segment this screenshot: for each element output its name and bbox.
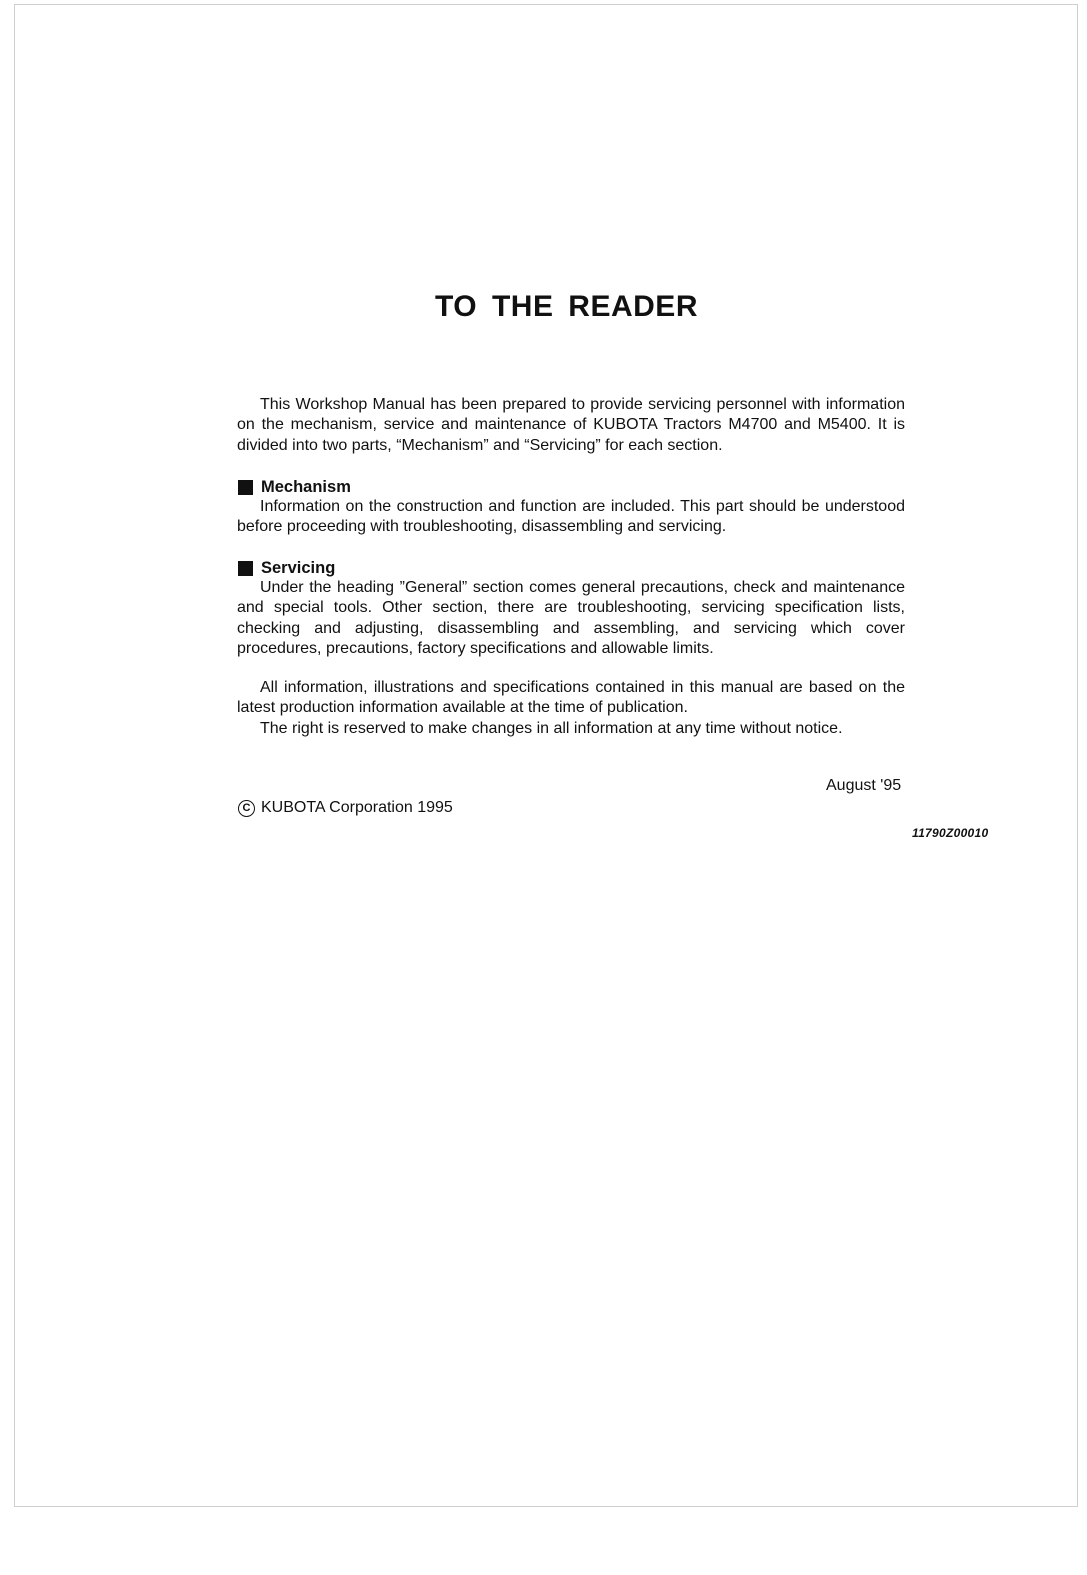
notice-paragraph: The right is reserved to make changes in all information at any time without notice. (260, 719, 843, 737)
document-code: 11790Z00010 (912, 826, 989, 840)
mechanism-section (237, 477, 905, 538)
servicing-paragraph: Under the heading ”General” section comes general precautions, check and maintenance and special tools. Other section, there are troubleshooting, servicing specification lists, checking and adjusting, disassembling and assembling, and servicing which cover procedures, precautions, factory specifications and allowable limits. (237, 579, 905, 657)
mechanism-heading-label: Mechanism (261, 478, 351, 496)
servicing-heading-label: Servicing (261, 559, 336, 577)
info-block (237, 678, 905, 739)
servicing-heading (237, 558, 905, 578)
mechanism-paragraph: Information on the construction and function are included. This part should be understood before proceeding with troubleshooting, disassembling and servicing. (237, 498, 905, 536)
publication-date: August '95 (826, 777, 902, 794)
servicing-section (237, 558, 905, 659)
mechanism-heading (237, 477, 905, 497)
page-title: TO THE READER (435, 290, 698, 323)
intro-paragraph: This Workshop Manual has been prepared to provide servicing personnel with information on the mechanism, service and maintenance of KUBOTA Tractors M4700 and M5400. It is divided into two parts, “Mechanism” and “Servicing” for each section. (237, 396, 905, 454)
intro-block (237, 395, 905, 456)
copyright-line (238, 799, 453, 817)
bullet-square-icon (238, 480, 253, 495)
page-border (14, 4, 1078, 1507)
info-paragraph: All information, illustrations and specifications contained in this manual are based on the latest production information available at the time of publication. (237, 679, 905, 717)
bullet-square-icon (238, 561, 253, 576)
copyright-text: KUBOTA Corporation 1995 (261, 799, 453, 816)
copyright-icon: C (238, 800, 255, 817)
